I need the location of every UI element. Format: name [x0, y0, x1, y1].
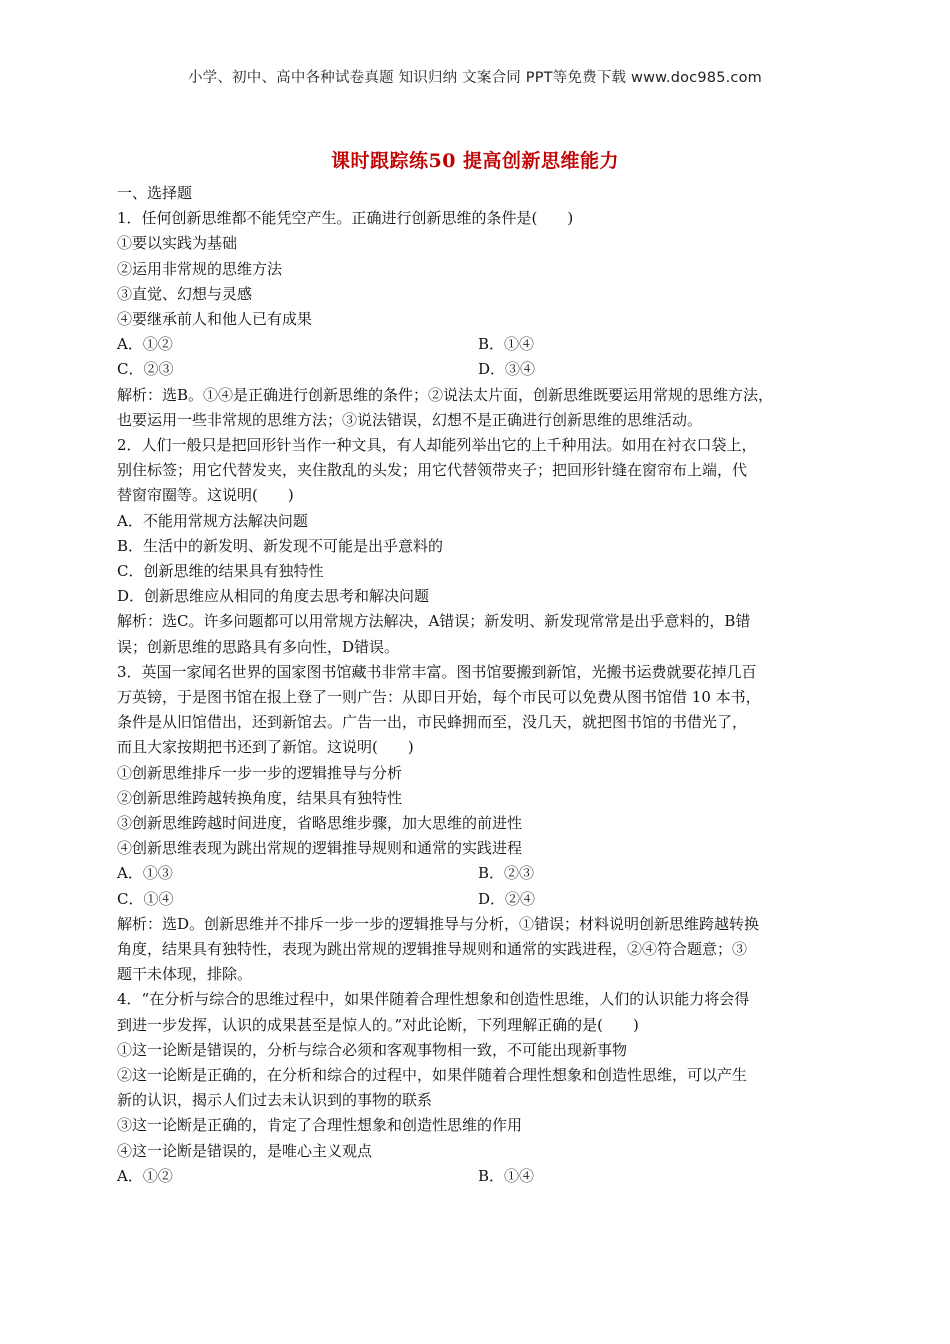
question-stem: 替窗帘圈等。这说明( ): [117, 486, 294, 505]
question-stem: 而且大家按期把书还到了新馆。这说明( ): [117, 738, 414, 757]
option-c: C．创新思维的结果具有独特性: [117, 562, 324, 581]
statement-item: ③这一论断是正确的，肯定了合理性想象和创造性思维的作用: [117, 1116, 523, 1135]
option-b: B．①④: [478, 1166, 535, 1185]
analysis-line: 也要运用一些非常规的思维方法；③说法错误，幻想不是正确进行创新思维的思维活动。: [117, 410, 703, 429]
analysis-line: 解析：选C。许多问题都可以用常规方法解决，A错误；新发明、新发现常常是出乎意料的，B错: [117, 612, 751, 631]
page-title: 课时跟踪练50 提高创新思维能力: [330, 150, 620, 172]
option-a: A．不能用常规方法解决问题: [117, 511, 308, 530]
question-stem: 4．“在分析与综合的思维过程中，如果伴随着合理性想象和创造性思维，人们的认识能力将会得: [117, 990, 750, 1009]
option-b: B．②③: [478, 864, 535, 883]
statement-item: ②运用非常规的思维方法: [117, 259, 283, 278]
options-row: [117, 887, 842, 912]
analysis-line: 角度，结果具有独特性，表现为跳出常规的逻辑推导规则和通常的实践进程，②④符合题意；③: [117, 940, 748, 959]
site-header: 小学、初中、高中各种试卷真题 知识归纳 文案合同 PPT等免费下载 www.doc985.com: [187, 70, 763, 86]
statement-item: 新的认识，揭示人们过去未认识到的事物的联系: [117, 1091, 433, 1110]
options-row: [117, 1164, 842, 1189]
analysis-line: 题干未体现，排除。: [117, 965, 253, 984]
question-stem: 2．人们一般只是把回形针当作一种文具，有人却能列举出它的上千种用法。如用在衬衣口袋上，: [117, 436, 757, 454]
option-a: A．①③: [117, 864, 173, 883]
option-c: C．②③: [117, 360, 174, 379]
analysis-line: 误；创新思维的思路具有多向性，D错误。: [117, 637, 400, 656]
options-row: [117, 861, 842, 886]
option-d: D．创新思维应从相同的角度去思考和解决问题: [117, 587, 430, 606]
statement-item: ④这一论断是错误的，是唯心主义观点: [117, 1141, 373, 1160]
option-d: D．③④: [478, 360, 536, 379]
question-2: [117, 433, 842, 660]
question-stem: 1．任何创新思维都不能凭空产生。正确进行创新思维的条件是( ): [117, 209, 574, 228]
option-a: A．①②: [117, 1166, 173, 1185]
question-stem: 3．英国一家闻名世界的国家图书馆藏书非常丰富。图书馆要搬到新馆，光搬书运费就要花掉几百: [117, 662, 757, 681]
option-a: A．①②: [117, 335, 173, 354]
statement-item: ③创新思维跨越时间进度，省略思维步骤，加大思维的前进性: [117, 814, 523, 833]
question-3: [117, 660, 842, 988]
option-d: D．②④: [478, 889, 536, 908]
options-row: [117, 357, 842, 382]
analysis-line: 解析：选B。①④是正确进行创新思维的条件；②说法太片面，创新思维既要运用常规的思维方法，: [117, 385, 774, 404]
question-stem: 条件是从旧馆借出，还到新馆去。广告一出，市民蜂拥而至，没几天，就把图书馆的书借光了，: [117, 713, 748, 732]
statement-item: ④创新思维表现为跳出常规的逻辑推导规则和通常的实践进程: [117, 839, 523, 858]
statement-item: ③直觉、幻想与灵感: [117, 284, 253, 303]
question-stem: 万英镑，于是图书馆在报上登了一则广告：从即日开始，每个市民可以免费从图书馆借 10 本书，: [117, 688, 761, 707]
statement-item: ②创新思维跨越转换角度，结果具有独特性: [117, 788, 403, 807]
question-1: [117, 206, 842, 433]
question-stem: 别住标签；用它代替发夹，夹住散乱的头发；用它代替领带夹子；把回形针缝在窗帘布上端，代: [117, 461, 748, 480]
statement-item: ①创新思维排斥一步一步的逻辑推导与分析: [117, 763, 403, 782]
question-4: [117, 987, 842, 1189]
statement-item: ②这一论断是正确的，在分析和综合的过程中，如果伴随着合理性想象和创造性思维，可以产生: [117, 1066, 748, 1085]
option-c: C．①④: [117, 889, 174, 908]
option-b: B．生活中的新发明、新发现不可能是出乎意料的: [117, 536, 444, 555]
analysis-line: 解析：选D。创新思维并不排斥一步一步的逻辑推导与分析，①错误；材料说明创新思维跨越转换: [117, 914, 760, 933]
statement-item: ④要继承前人和他人已有成果: [117, 310, 313, 329]
options-row: [117, 332, 842, 357]
section-heading: 一、选择题: [117, 184, 193, 202]
option-b: B．①④: [478, 335, 535, 354]
statement-item: ①这一论断是错误的，分析与综合必须和客观事物相一致，不可能出现新事物: [117, 1040, 628, 1059]
statement-item: ①要以实践为基础: [117, 234, 238, 253]
document-body: [117, 181, 842, 1189]
question-stem: 到进一步发挥，认识的成果甚至是惊人的。”对此论断，下列理解正确的是( ): [117, 1015, 639, 1034]
